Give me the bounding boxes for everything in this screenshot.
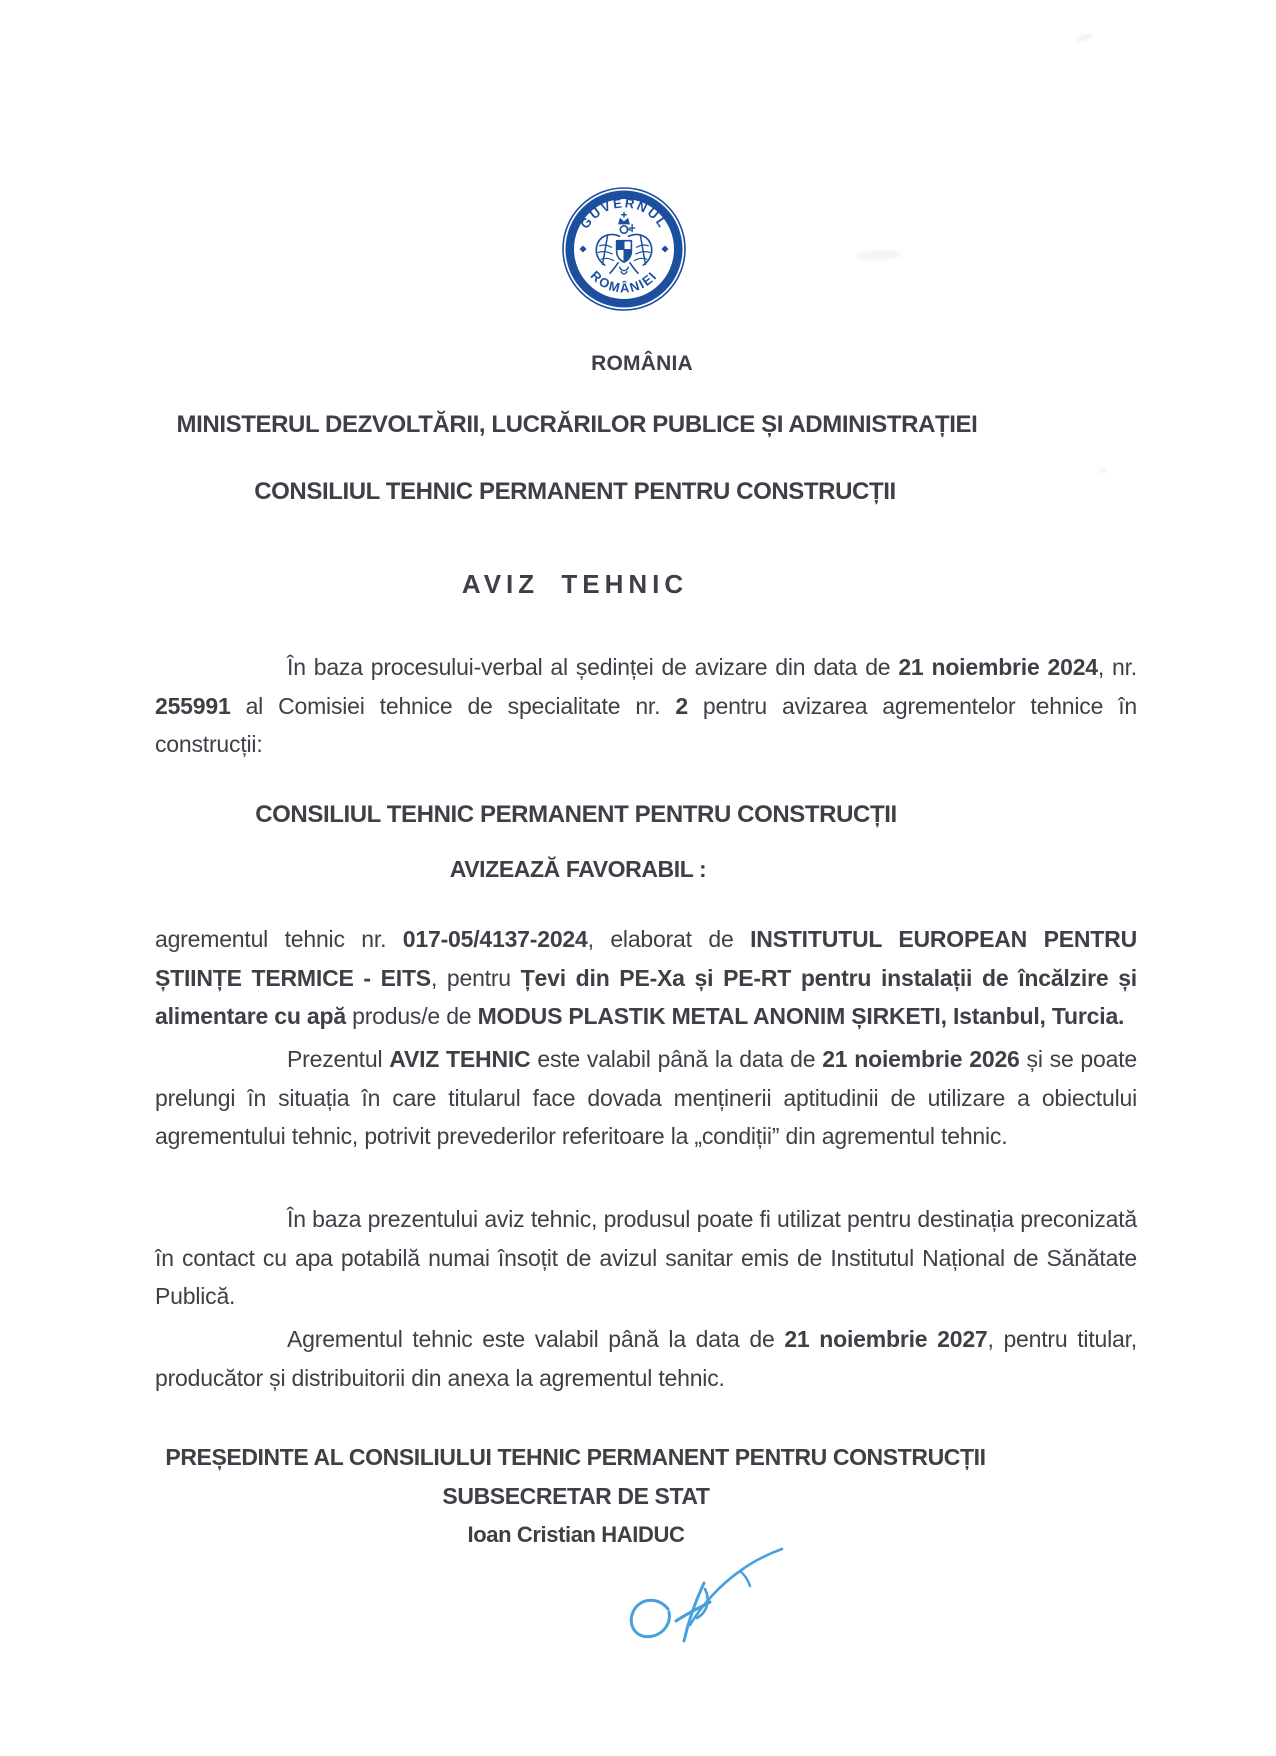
council-heading: CONSILIUL TEHNIC PERMANENT PENTRU CONSTRUCȚII — [255, 801, 897, 828]
country-title: ROMÂNIA — [591, 352, 693, 375]
seal-top-text: GUVERNUL — [577, 195, 672, 232]
government-seal-svg — [562, 187, 686, 311]
signer-name: Ioan Cristian HAIDUC — [467, 1522, 685, 1547]
approval-heading: AVIZEAZĂ FAVORABIL : — [449, 856, 707, 882]
scan-artifact — [1076, 34, 1092, 42]
agreement-paragraph: agrementul tehnic nr. 017-05/4137-2024, elaborat de INSTITUTUL EUROPEAN PENTRU ȘTIINȚE TERMICE - EITS, pentru Țevi din PE-Xa și PE-RT pentru instalații de încălzire și alimentare cu apă produs/e de MODUS PLASTIK METAL ANONIM ȘIRKETI, Istanbul, Turcia. — [155, 926, 1137, 1029]
council-title: CONSILIUL TEHNIC PERMANENT PENTRU CONSTRUCȚII — [254, 478, 896, 505]
agreement-validity-paragraph: Agrementul tehnic este valabil până la data de 21 noiembrie 2027, pentru titular, producător și distribuitorii din anexa la agrementul tehnic. — [155, 1326, 1137, 1391]
document-title: AVIZ TEHNIC — [461, 569, 689, 599]
intro-paragraph: În baza procesului-verbal al ședinței de avizare din data de 21 noiembrie 2024, nr. 255991 al Comisiei tehnice de specialitate nr. 2 pentru avizarea agrementelor tehnice în construcții: — [155, 654, 1137, 757]
role-title: SUBSECRETAR DE STAT — [442, 1483, 710, 1509]
ministry-title: MINISTERUL DEZVOLTĂRII, LUCRĂRILOR PUBLICE ȘI ADMINISTRAȚIEI — [176, 411, 978, 438]
sanitary-notice-paragraph: În baza prezentului aviz tehnic, produsul poate fi utilizat pentru destinația preconizată în contact cu apa potabilă numai însoțit de avizul sanitar emis de Institutul Național de Sănătate Publică. — [155, 1206, 1137, 1309]
scan-artifact — [856, 249, 902, 261]
government-seal — [562, 187, 686, 311]
president-title: PREȘEDINTE AL CONSILIULUI TEHNIC PERMANENT PENTRU CONSTRUCȚII — [165, 1444, 986, 1470]
handwritten-signature — [598, 1546, 788, 1658]
scan-artifact — [1100, 468, 1106, 473]
validity-paragraph: Prezentul AVIZ TEHNIC este valabil până la data de 21 noiembrie 2026 și se poate prelungi în situația în care titularul face dovada menținerii aptitudinii de utilizare a obiectului agrementului tehnic, potrivit prevederilor referitoare la „condiții” din agrementul tehnic. — [155, 1046, 1137, 1149]
seal-bottom-text: ROMÂNIEI — [587, 267, 661, 296]
